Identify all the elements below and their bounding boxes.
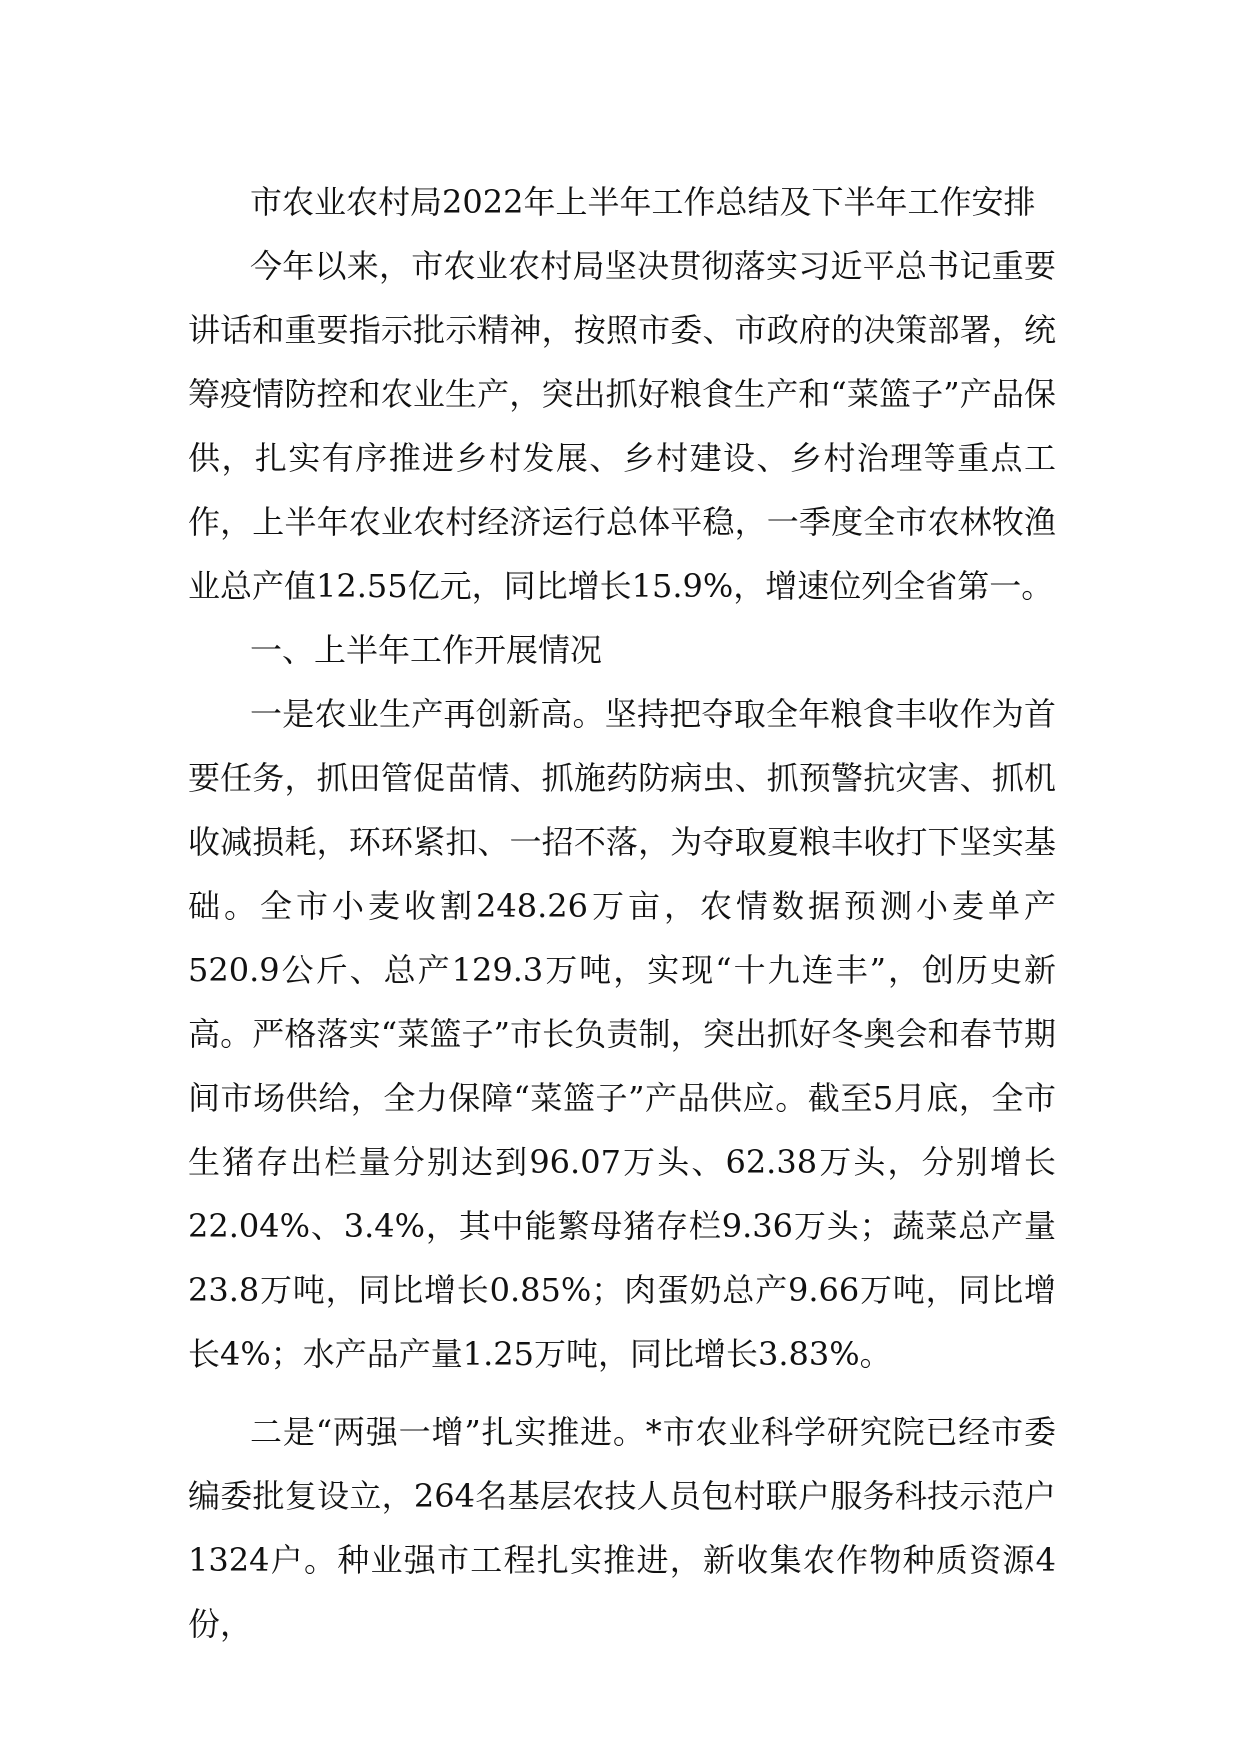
paragraph-two-strong-one-increase: 二是“两强一增”扎实推进。*市农业科学研究院已经市委编委批复设立，264名基层农技人员包村联户服务科技示范户1324户。种业强市工程扎实推进，新收集农作物种质资源4份， — [188, 1413, 1056, 1643]
intro-paragraph: 今年以来，市农业农村局坚决贯彻落实习近平总书记重要讲话和重要指示批示精神，按照市委、市政府的决策部署，统筹疫情防控和农业生产，突出抓好粮食生产和“菜篮子”产品保供，扎实有序推进乡村发展、乡村建设、乡村治理等重点工作，上半年农业农村经济运行总体平稳，一季度全市农林牧渔业总产值12.55亿元，同比增长15.9%，增速位列全省第一。 — [188, 247, 1056, 605]
paragraph-agricultural-production: 一是农业生产再创新高。坚持把夺取全年粮食丰收作为首要任务，抓田管促苗情、抓施药防病虫、抓预警抗灾害、抓机收减损耗，环环紧扣、一招不落，为夺取夏粮丰收打下坚实基础。全市小麦收割248.26万亩，农情数据预测小麦单产520.9公斤、总产129.3万吨，实现“十九连丰”，创历史新高。严格落实“菜篮子”市长负责制，突出抓好冬奥会和春节期间市场供给，全力保障“菜篮子”产品供应。截至5月底，全市生猪存出栏量分别达到96.07万头、62.38万头，分别增长22.04%、3.4%，其中能繁母猪存栏9.36万头；蔬菜总产量23.8万吨，同比增长0.85%；肉蛋奶总产9.66万吨，同比增长4%；水产品产量1.25万吨，同比增长3.83%。 — [188, 695, 1056, 1373]
section-heading: 一、上半年工作开展情况 — [250, 631, 603, 669]
document-body — [188, 170, 1056, 1656]
document-title: 市农业农村局2022年上半年工作总结及下半年工作安排 — [250, 183, 1036, 221]
